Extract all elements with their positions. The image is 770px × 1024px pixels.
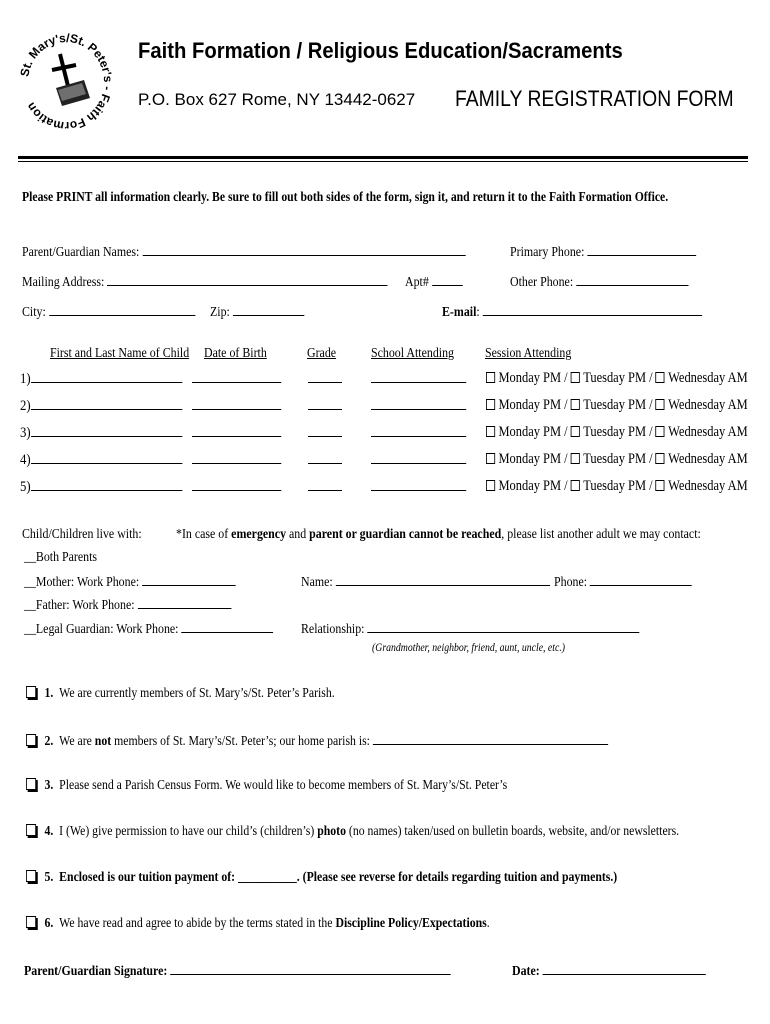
session-wednesday-label: Wednesday AM	[668, 424, 748, 440]
session-tuesday-label: Tuesday PM /	[583, 478, 653, 494]
zip-label: Zip:	[210, 305, 230, 320]
session-monday-label: Monday PM /	[498, 397, 568, 413]
emergency-name-row	[301, 573, 550, 591]
primary-phone-row	[510, 243, 696, 261]
session-tuesday-label: Tuesday PM /	[583, 424, 653, 440]
checklist-text-end: members of St. Mary’s/St. Peter’s; our home parish is:	[111, 734, 370, 749]
dob-cell	[192, 397, 281, 415]
table-row-1	[20, 370, 182, 388]
dob-cell	[192, 424, 281, 442]
living-mother-row[interactable]	[24, 573, 236, 591]
col-child-name: First and Last Name of Child	[50, 346, 190, 361]
session-cell	[486, 478, 748, 495]
living-father-row[interactable]	[24, 596, 231, 614]
session-cell	[486, 451, 748, 468]
apt-row	[405, 273, 462, 291]
grade-cell	[308, 397, 342, 415]
guardian-work-phone-field[interactable]	[181, 620, 273, 633]
col-grade: Grade	[307, 346, 337, 361]
checklist-checkbox[interactable]	[26, 916, 36, 928]
dob-cell	[192, 451, 281, 469]
mailing-address-row	[22, 273, 388, 291]
col-school: School Attending	[371, 346, 454, 361]
session-tuesday-checkbox[interactable]	[571, 480, 580, 491]
session-wednesday-checkbox[interactable]	[656, 399, 665, 410]
date-field[interactable]	[543, 962, 706, 975]
session-monday-checkbox[interactable]	[486, 399, 495, 410]
living-guardian: __Legal Guardian: Work Phone:	[24, 622, 179, 637]
date-label: Date:	[512, 964, 540, 979]
grade-cell	[308, 424, 342, 442]
session-monday-label: Monday PM /	[498, 370, 568, 386]
checklist-number: 2.	[44, 734, 54, 749]
checklist-item-4	[26, 824, 679, 840]
grade-field[interactable]	[308, 478, 342, 491]
child-name-field[interactable]	[31, 397, 182, 410]
session-tuesday-checkbox[interactable]	[571, 399, 580, 410]
mailing-address-field[interactable]	[107, 273, 388, 286]
dob-field[interactable]	[192, 451, 281, 464]
email-field[interactable]	[483, 303, 702, 316]
child-name-field[interactable]	[31, 478, 182, 491]
session-tuesday-label: Tuesday PM /	[583, 451, 653, 467]
primary-phone-field[interactable]	[587, 243, 696, 256]
primary-phone-label: Primary Phone:	[510, 245, 585, 260]
session-monday-label: Monday PM /	[498, 424, 568, 440]
zip-row	[210, 303, 304, 321]
grade-field[interactable]	[308, 370, 342, 383]
living-label: Child/Children live with:	[22, 527, 142, 542]
city-field[interactable]	[49, 303, 195, 316]
checklist-number: 3.	[44, 778, 54, 793]
session-monday-checkbox[interactable]	[486, 372, 495, 383]
other-phone-row	[510, 273, 688, 291]
parent-names-row	[22, 243, 465, 261]
grade-field[interactable]	[308, 424, 342, 437]
table-row-5	[20, 478, 182, 496]
checklist-item-2	[26, 732, 608, 750]
signature-row	[24, 962, 451, 980]
checklist-number: 6.	[44, 916, 54, 931]
email-row: E-mail:	[442, 303, 702, 321]
child-name-field[interactable]	[31, 424, 182, 437]
session-wednesday-label: Wednesday AM	[668, 397, 748, 413]
dob-field[interactable]	[192, 397, 281, 410]
other-phone-label: Other Phone:	[510, 275, 574, 290]
session-cell	[486, 424, 748, 441]
session-monday-label: Monday PM /	[498, 478, 568, 494]
mailing-address-label: Mailing Address:	[22, 275, 105, 290]
school-field[interactable]	[371, 397, 466, 410]
child-name-field[interactable]	[31, 370, 182, 383]
checklist-text-bold: not	[94, 734, 112, 749]
row-number: 2)	[20, 398, 31, 414]
father-work-phone-field[interactable]	[138, 596, 232, 609]
checklist-text: We are	[59, 734, 95, 749]
session-wednesday-checkbox[interactable]	[656, 480, 665, 491]
session-monday-checkbox[interactable]	[486, 480, 495, 491]
emergency-phone-label: Phone:	[554, 575, 588, 590]
checklist-text: Please send a Parish Census Form. We would like to become members of St. Mary’s/St. Peter’s	[59, 778, 508, 793]
session-tuesday-label: Tuesday PM /	[583, 397, 653, 413]
col-dob: Date of Birth	[204, 346, 267, 361]
school-field[interactable]	[371, 478, 466, 491]
grade-field[interactable]	[308, 397, 342, 410]
session-tuesday-checkbox[interactable]	[571, 426, 580, 437]
school-field[interactable]	[371, 451, 466, 464]
grade-field[interactable]	[308, 451, 342, 464]
table-row-3	[20, 424, 182, 442]
session-tuesday-label: Tuesday PM /	[583, 370, 653, 386]
checklist-number: 5.	[44, 870, 54, 885]
table-row-2	[20, 397, 182, 415]
dob-field[interactable]	[192, 478, 281, 491]
session-tuesday-checkbox[interactable]	[571, 453, 580, 464]
parish-logo	[12, 22, 120, 142]
apt-label: Apt#	[405, 275, 429, 290]
office-address: P.O. Box 627 Rome, NY 13442-0627	[138, 90, 416, 109]
row-number: 3)	[20, 425, 31, 441]
checklist-checkbox[interactable]	[26, 778, 36, 790]
checklist-checkbox[interactable]	[26, 686, 36, 698]
bible-icon	[56, 80, 90, 106]
school-cell	[371, 397, 466, 415]
checklist-text-bold: photo	[317, 824, 346, 839]
emergency-phone-field[interactable]	[590, 573, 692, 586]
relationship-hint: (Grandmother, neighbor, friend, aunt, uncle, etc.)	[372, 642, 566, 654]
page-title: Faith Formation / Religious Education/Sacraments	[138, 38, 623, 63]
relationship-row	[301, 620, 639, 638]
instructions: Please PRINT all information clearly. Be sure to fill out both sides of the form, sign it, and return it to the Faith Formation Office.	[22, 190, 669, 205]
row-number: 5)	[20, 479, 31, 495]
grade-cell	[308, 451, 342, 469]
living-father: __Father: Work Phone:	[24, 598, 135, 613]
school-field[interactable]	[371, 370, 466, 383]
session-wednesday-checkbox[interactable]	[656, 426, 665, 437]
session-wednesday-checkbox[interactable]	[656, 372, 665, 383]
session-monday-checkbox[interactable]	[486, 426, 495, 437]
row-number: 1)	[20, 371, 31, 387]
header-divider	[18, 156, 748, 159]
logo-text: St. Mary's/St. Peter's - Faith Formation	[17, 30, 116, 134]
checklist-item-6	[26, 916, 490, 932]
other-phone-field[interactable]	[576, 273, 688, 286]
child-name-field[interactable]	[31, 451, 182, 464]
school-cell	[371, 424, 466, 442]
col-session: Session Attending	[485, 346, 572, 361]
school-cell	[371, 478, 466, 496]
checklist-text: We have read and agree to abide by the terms stated in the	[59, 916, 336, 931]
checklist-checkbox[interactable]	[26, 824, 36, 836]
school-cell	[371, 451, 466, 469]
email-label: E-mail	[442, 305, 477, 320]
zip-field[interactable]	[233, 303, 304, 316]
checklist-text-bold: Discipline Policy/Expectations	[335, 916, 487, 931]
checklist-checkbox[interactable]	[26, 734, 36, 746]
parent-names-field[interactable]	[142, 243, 465, 256]
living-mother: __Mother: Work Phone:	[24, 575, 140, 590]
grade-cell	[308, 478, 342, 496]
session-cell	[486, 370, 748, 387]
signature-field[interactable]	[170, 962, 451, 975]
checklist-text-end: (no names) taken/used on bulletin boards, website, and/or newsletters.	[345, 824, 680, 839]
form-title: FAMILY REGISTRATION FORM	[455, 86, 734, 111]
dob-field[interactable]	[192, 370, 281, 383]
session-tuesday-checkbox[interactable]	[571, 372, 580, 383]
dob-field[interactable]	[192, 424, 281, 437]
checklist-checkbox[interactable]	[26, 870, 36, 882]
mother-work-phone-field[interactable]	[142, 573, 236, 586]
checklist-item-3	[26, 778, 507, 794]
row-number: 4)	[20, 452, 31, 468]
apt-field[interactable]	[432, 273, 463, 286]
session-cell	[486, 397, 748, 414]
emergency-name-label: Name:	[301, 575, 333, 590]
dob-cell	[192, 478, 281, 496]
signature-label: Parent/Guardian Signature:	[24, 964, 168, 979]
school-field[interactable]	[371, 424, 466, 437]
school-cell	[371, 370, 466, 388]
relationship-label: Relationship:	[301, 622, 365, 637]
home-parish-field[interactable]	[373, 732, 608, 745]
header-divider-thin	[18, 161, 748, 162]
checklist-item-1	[26, 686, 335, 702]
relationship-field[interactable]	[367, 620, 639, 633]
city-label: City:	[22, 305, 46, 320]
session-monday-checkbox[interactable]	[486, 453, 495, 464]
table-row-4	[20, 451, 182, 469]
living-guardian-row[interactable]	[24, 620, 273, 638]
session-wednesday-checkbox[interactable]	[656, 453, 665, 464]
living-both-parents[interactable]: __Both Parents	[24, 550, 98, 565]
checklist-text: I (We) give permission to have our child’s (children’s)	[59, 824, 318, 839]
date-row	[512, 962, 706, 980]
session-wednesday-label: Wednesday AM	[668, 370, 748, 386]
session-wednesday-label: Wednesday AM	[668, 451, 748, 467]
checklist-text-end: .	[486, 916, 490, 931]
parent-names-label: Parent/Guardian Names:	[22, 245, 140, 260]
session-wednesday-label: Wednesday AM	[668, 478, 748, 494]
grade-cell	[308, 370, 342, 388]
checklist-text: We are currently members of St. Mary’s/St. Peter’s Parish.	[59, 686, 335, 701]
checklist-number: 1.	[44, 686, 54, 701]
emergency-phone-row	[554, 573, 692, 591]
checklist-text-bold: Enclosed is our tuition payment of: __________. (Please see reverse for details regarding tuition and payments.)	[59, 870, 618, 885]
city-row	[22, 303, 195, 321]
emergency-instructions: *In case of emergency and parent or guardian cannot be reached, please list another adult we may contact:	[176, 527, 701, 542]
session-monday-label: Monday PM /	[498, 451, 568, 467]
emergency-name-field[interactable]	[336, 573, 550, 586]
checklist-number: 4.	[44, 824, 54, 839]
dob-cell	[192, 370, 281, 388]
checklist-item-5	[26, 870, 617, 886]
